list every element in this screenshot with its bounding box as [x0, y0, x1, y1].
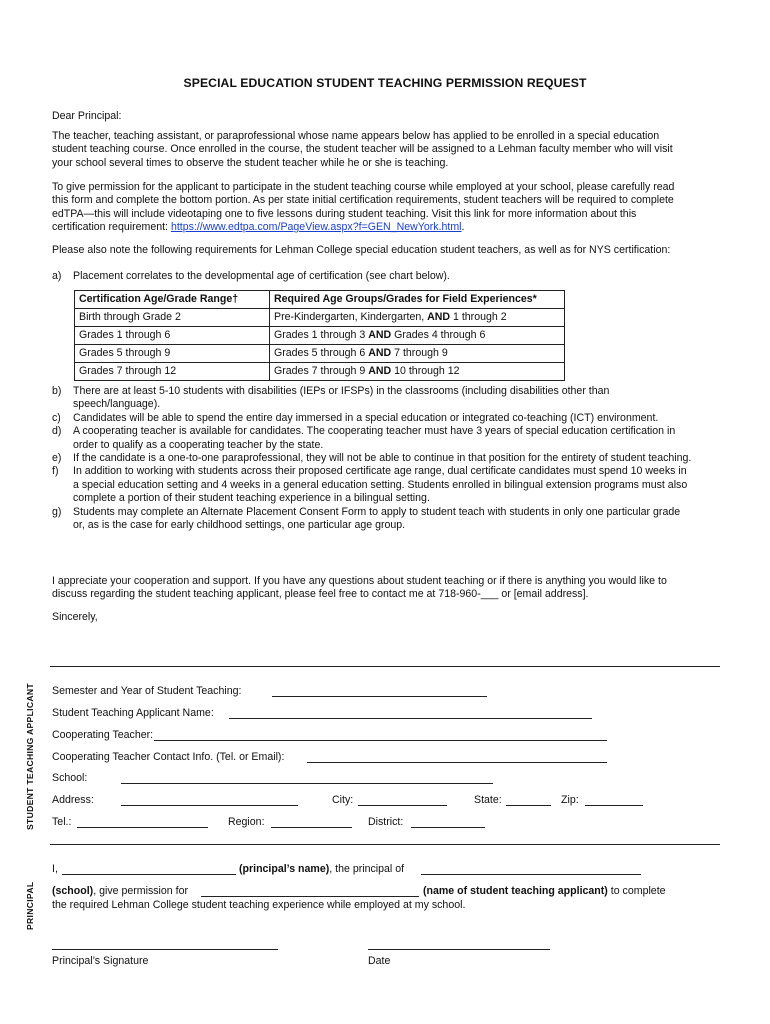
table-cell: Grades 1 through 3 AND Grades 4 through 6 [270, 327, 565, 345]
tel-field[interactable] [77, 827, 208, 828]
applicant-name-field[interactable] [229, 718, 592, 719]
state-label: State: [474, 794, 502, 806]
list-marker: b) [52, 385, 62, 397]
list-item-text: There are at least 5-10 students with disabilities (IEPs or IFSPs) in the classrooms (including disabilities other than speech/language). [73, 385, 610, 411]
principal-name-line: (principal’s name), the principal of [239, 863, 405, 875]
requirements-list [52, 385, 692, 532]
list-item [52, 270, 692, 283]
district-field[interactable] [411, 827, 485, 828]
district-label: District: [368, 816, 404, 828]
applicant-permission-field[interactable] [201, 896, 419, 897]
table-row [75, 327, 565, 345]
table-row [75, 363, 565, 381]
principal-school-field[interactable] [421, 874, 641, 875]
applicant-name-label: Student Teaching Applicant Name: [52, 707, 214, 719]
address-label: Address: [52, 794, 94, 806]
zip-field[interactable] [585, 805, 643, 806]
zip-label: Zip: [561, 794, 579, 806]
certification-table [74, 290, 565, 381]
table-header-required: Required Age Groups/Grades for Field Experiences* [270, 291, 565, 309]
table-cell: Grades 5 through 9 [75, 345, 270, 363]
list-item [52, 385, 692, 412]
list-item [52, 465, 692, 505]
date-field[interactable] [368, 949, 550, 950]
form-title: SPECIAL EDUCATION STUDENT TEACHING PERMISSION REQUEST [183, 76, 587, 90]
date-label: Date [368, 955, 391, 967]
requirement-a [52, 270, 692, 283]
principal-name-field[interactable] [62, 874, 236, 875]
table-header-row [75, 291, 565, 309]
list-item-text: Students may complete an Alternate Placement Consent Form to apply to student teach with students in only one particular grade or, as is the case for early childhood settings, one particular age group. [73, 505, 681, 532]
edtpa-link[interactable]: https://www.edtpa.com/PageView.aspx?f=GEN_NewYork.html [170, 221, 462, 234]
list-marker: c) [52, 411, 61, 424]
list-item-text: Placement correlates to the developmental age of certification (see chart below). [73, 270, 450, 282]
table-cell: Grades 5 through 6 AND 7 through 9 [270, 345, 565, 363]
table-cell: Grades 7 through 9 AND 10 through 12 [270, 363, 565, 381]
list-item [52, 506, 692, 533]
section-divider [50, 844, 720, 845]
cooperating-contact-field[interactable] [307, 762, 607, 763]
state-field[interactable] [506, 805, 551, 806]
list-item [52, 452, 692, 465]
edtpa-paragraph: To give permission for the applicant to participate in the student teaching course while employed at your school, please carefully read this form and complete the bottom portion. As per state initial certification requirements, student teachers will be required to complete edTPA—this will include videotaping one to five lessons during student teaching. Visit this link for more information about this certification requirement: https://www.edtpa.com/PageView.aspx?f=GEN_NewYork.html. [52, 181, 675, 234]
edtpa-text: To give permission for the applicant to participate in the student teaching course while employed at your school, please carefully read this form and complete the bottom portion. As per state initial certification requirements, student teachers will be required to complete edTPA—this will include videotaping one to five lessons during student teaching. Visit this link for more information about this certification requirement: [52, 181, 675, 234]
table-row [75, 309, 565, 327]
list-item-text: A cooperating teacher is available for candidates. The cooperating teacher must have 3 years of special education certification in order to qualify as a cooperating teacher by the state. [73, 425, 676, 451]
requirements-paragraph: Please also note the following requirements for Lehman College special education student teachers, as well as for NYS certification: [52, 244, 671, 256]
city-field[interactable] [358, 805, 447, 806]
table-cell: Pre-Kindergarten, Kindergarten, AND 1 through 2 [270, 309, 565, 327]
applicant-permission-label: (name of student teaching applicant) to complete [423, 885, 666, 897]
permission-line-2: the required Lehman College student teaching experience while employed at my school. [52, 899, 466, 911]
tel-label: Tel.: [52, 816, 72, 828]
sincerely: Sincerely, [52, 611, 98, 623]
principal-name-label: (principal’s name) [239, 863, 330, 875]
table-cell: Grades 7 through 12 [75, 363, 270, 381]
semester-field[interactable] [272, 696, 487, 697]
list-item-text: In addition to working with students across their proposed certificate age range, dual certificate candidates must spend 10 weeks in a special education setting and 4 weeks in a general education setting. Students enrolled in bilingual extension programs must also complete a portion of their student teaching experience in a bilingual setting. [73, 465, 688, 505]
school-label-bold: (school) [52, 885, 94, 897]
city-label: City: [332, 794, 354, 806]
intro-paragraph: The teacher, teaching assistant, or paraprofessional whose name appears below has applied to be enrolled in a special education student teaching course. Once enrolled in the course, the student teacher will be assigned to a Lehman faculty member who will visit your school several times to observe the student teacher while he or she is teaching. [52, 130, 673, 169]
cooperating-teacher-field[interactable] [154, 740, 607, 741]
list-marker: g) [52, 505, 62, 518]
list-marker: f) [52, 465, 59, 478]
list-marker: e) [52, 452, 62, 465]
principal-label: PRINCIPAL [25, 881, 35, 930]
closing-paragraph: I appreciate your cooperation and support. If you have any questions about student teaching or if there is anything you would like to discuss regarding the student teaching applicant, please feel free to contact me at 718-960-___ or [email address]. [52, 575, 667, 601]
list-marker: d) [52, 425, 62, 438]
list-item-text: If the candidate is a one-to-one paraprofessional, they will not be able to continue in that position for the entirety of student teaching. [73, 452, 692, 465]
list-item [52, 425, 692, 452]
region-field[interactable] [271, 827, 352, 828]
permission-line: (school), give permission for [52, 885, 188, 897]
principal-i-text: I, [52, 863, 61, 875]
list-item-text: Candidates will be able to spend the entire day immersed in a special education or integrated co-teaching (ICT) environment. [73, 411, 659, 424]
table-cell: Grades 1 through 6 [75, 327, 270, 345]
school-field[interactable] [121, 783, 493, 784]
salutation: Dear Principal: [52, 110, 122, 122]
school-label: School: [52, 772, 88, 784]
semester-label: Semester and Year of Student Teaching: [52, 685, 242, 697]
table-header-certification: Certification Age/Grade Range† [75, 291, 270, 309]
address-field[interactable] [121, 805, 298, 806]
certification-table-wrap [74, 290, 565, 381]
table-row [75, 345, 565, 363]
principal-signature-field[interactable] [52, 949, 278, 950]
list-item [52, 412, 692, 425]
region-label: Region: [228, 816, 265, 828]
student-teaching-applicant-label: STUDENT TEACHING APPLICANT [25, 683, 35, 830]
list-marker: a) [52, 270, 62, 282]
table-cell: Birth through Grade 2 [75, 309, 270, 327]
section-divider [50, 666, 720, 667]
cooperating-teacher-label: Cooperating Teacher: [52, 729, 154, 741]
cooperating-contact-label: Cooperating Teacher Contact Info. (Tel. or Email): [52, 751, 285, 763]
principal-signature-label: Principal’s Signature [52, 955, 149, 967]
